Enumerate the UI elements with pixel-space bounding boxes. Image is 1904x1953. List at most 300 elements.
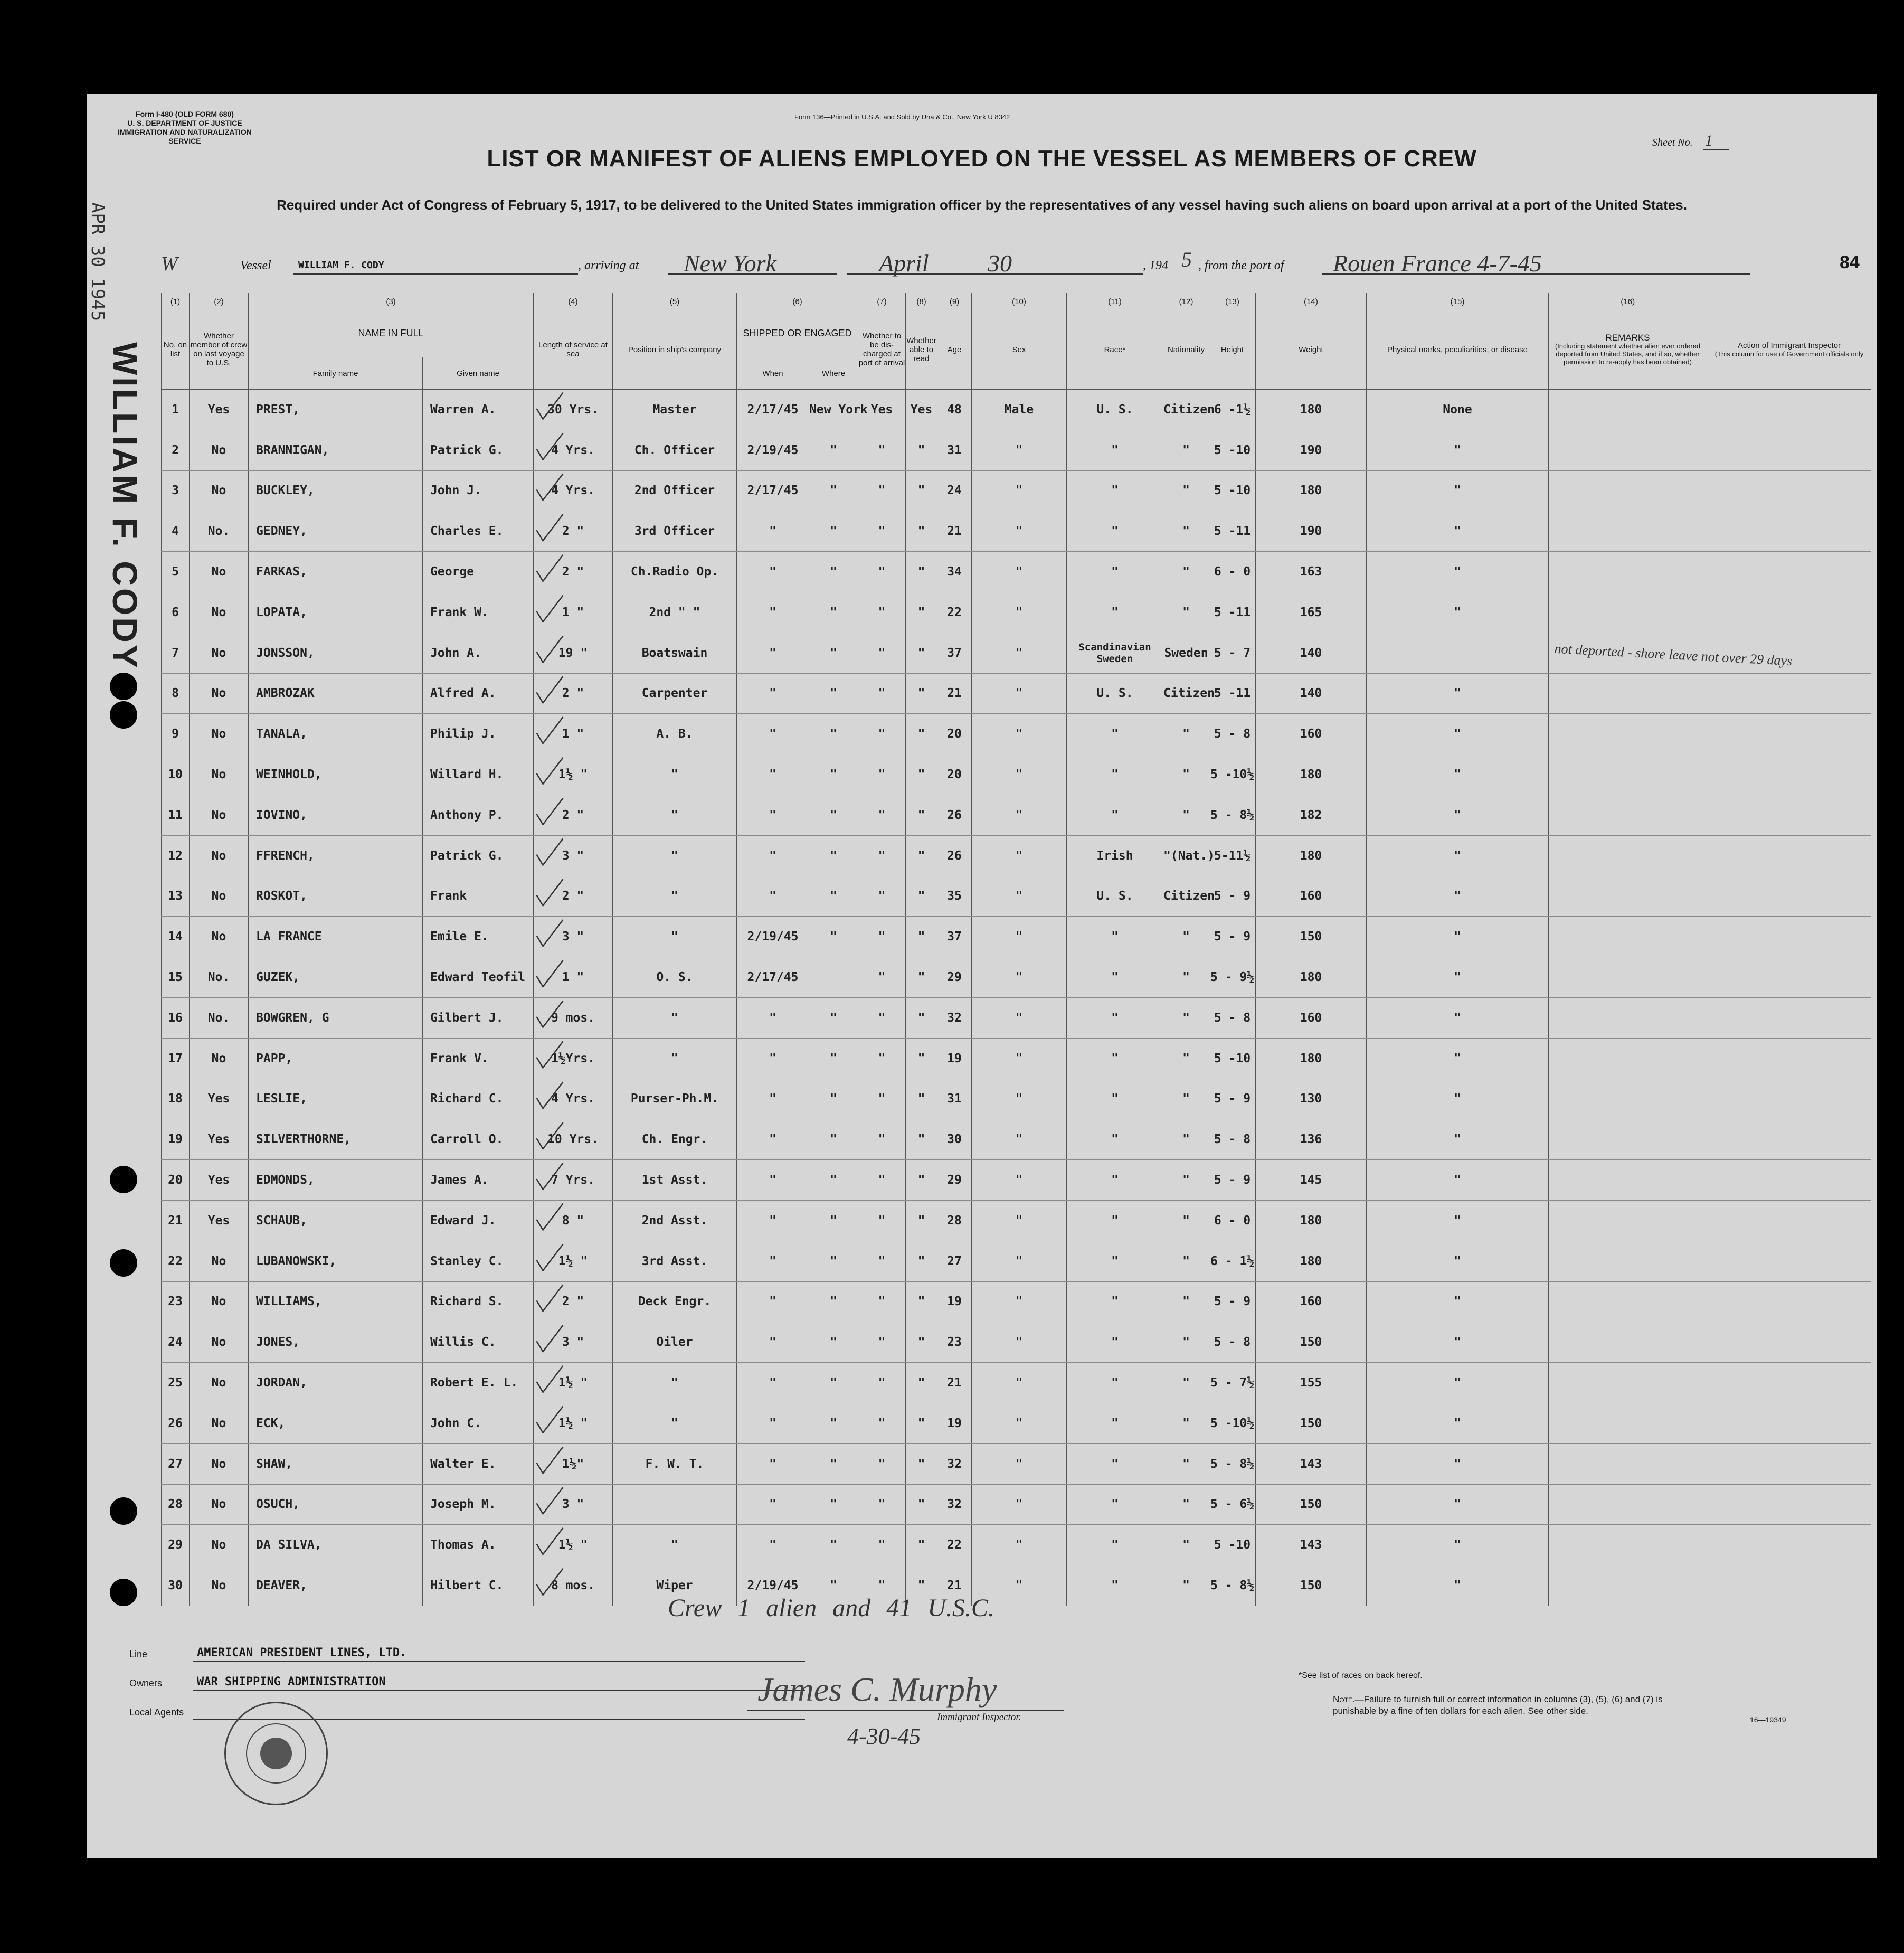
- cell-race: ": [1067, 1484, 1163, 1525]
- cell-position: Ch. Officer: [613, 430, 737, 470]
- cell-service-length: 4 Yrs.: [534, 470, 613, 511]
- cell-row-number: 24: [162, 1322, 190, 1363]
- cell-discharged: ": [858, 430, 906, 470]
- cell-position: 2nd " ": [613, 592, 737, 633]
- cell-family-name: EDMONDS,: [249, 1160, 423, 1201]
- cell-given-name: Gilbert J.: [423, 997, 534, 1038]
- cell-given-name: Edward Teofil: [423, 957, 534, 998]
- cell-service-length: 8 ": [534, 1200, 613, 1241]
- cell-last-voyage: No: [190, 795, 249, 835]
- cell-row-number: 28: [162, 1484, 190, 1525]
- check-mark-icon: [537, 433, 563, 460]
- cell-physical-marks: ": [1367, 917, 1549, 957]
- cell-family-name: BUCKLEY,: [249, 470, 423, 511]
- cell-service-length: 2 ": [534, 1281, 613, 1322]
- cell-family-name: JONES,: [249, 1322, 423, 1363]
- cell-nationality: ": [1163, 1079, 1209, 1119]
- cell-discharged: ": [858, 795, 906, 835]
- cell-last-voyage: No: [190, 1241, 249, 1281]
- consulate-seal-stamp: [224, 1702, 328, 1805]
- cell-shipped-when: ": [737, 1119, 809, 1160]
- cell-sex: ": [972, 1525, 1067, 1565]
- cell-discharged: ": [858, 1443, 906, 1484]
- cell-position: A. B.: [613, 714, 737, 754]
- cell-shipped-when: 2/17/45: [737, 957, 809, 998]
- cell-family-name: PREST,: [249, 390, 423, 430]
- cell-physical-marks: ": [1367, 1281, 1549, 1322]
- cell-row-number: 14: [162, 917, 190, 957]
- cell-row-number: 7: [162, 633, 190, 673]
- cell-race: ": [1067, 1241, 1163, 1281]
- cell-sex: ": [972, 673, 1067, 714]
- cell-given-name: Warren A.: [423, 390, 534, 430]
- arriving-port: New York: [684, 250, 776, 277]
- cell-given-name: Stanley C.: [423, 1241, 534, 1281]
- cell-age: 29: [937, 1160, 972, 1201]
- cell-given-name: Frank V.: [423, 1038, 534, 1079]
- cell-last-voyage: Yes: [190, 1119, 249, 1160]
- cell-shipped-where: ": [809, 430, 858, 470]
- cell-shipped-where: ": [809, 592, 858, 633]
- cell-race: Irish: [1067, 835, 1163, 876]
- cell-nationality: ": [1163, 917, 1209, 957]
- cell-family-name: GUZEK,: [249, 957, 423, 998]
- cell-sex: ": [972, 835, 1067, 876]
- header-nationality: Nationality: [1163, 310, 1209, 390]
- col-num-3: (3): [249, 293, 534, 310]
- punch-hole: [110, 701, 137, 729]
- cell-weight: 145: [1256, 1160, 1367, 1201]
- cell-height: 5 - 8½: [1209, 795, 1256, 835]
- cell-nationality: "(Nat.): [1163, 835, 1209, 876]
- header-remarks-title: REMARKS: [1605, 333, 1650, 343]
- cell-race: ": [1067, 1160, 1163, 1201]
- cell-position: 2nd Officer: [613, 470, 737, 511]
- cell-service-length: 1½Yrs.: [534, 1038, 613, 1079]
- cell-row-number: 18: [162, 1079, 190, 1119]
- cell-family-name: SILVERTHORNE,: [249, 1119, 423, 1160]
- cell-service-length: 19 ": [534, 633, 613, 673]
- cell-sex: ": [972, 430, 1067, 470]
- cell-shipped-where: ": [809, 1119, 858, 1160]
- cell-last-voyage: No: [190, 1565, 249, 1606]
- cell-able-to-read: ": [906, 795, 937, 835]
- cell-age: 19: [937, 1281, 972, 1322]
- cell-weight: 180: [1256, 754, 1367, 795]
- cell-row-number: 12: [162, 835, 190, 876]
- cell-race: ": [1067, 552, 1163, 592]
- cell-family-name: BOWGREN, G: [249, 997, 423, 1038]
- cell-family-name: DA SILVA,: [249, 1525, 423, 1565]
- cell-last-voyage: No: [190, 1525, 249, 1565]
- cell-age: 22: [937, 1525, 972, 1565]
- cell-race: ": [1067, 1119, 1163, 1160]
- cell-given-name: Patrick G.: [423, 835, 534, 876]
- cell-age: 21: [937, 511, 972, 552]
- col-num-12: (12): [1163, 293, 1209, 310]
- cell-weight: 155: [1256, 1363, 1367, 1403]
- cell-race: ": [1067, 511, 1163, 552]
- header-action-title: Action of Immigrant Inspector: [1737, 341, 1841, 350]
- cell-discharged: ": [858, 1241, 906, 1281]
- cell-nationality: ": [1163, 1565, 1209, 1606]
- cell-shipped-where: ": [809, 1160, 858, 1201]
- cell-last-voyage: No: [190, 835, 249, 876]
- cell-last-voyage: No: [190, 430, 249, 470]
- cell-sex: ": [972, 1322, 1067, 1363]
- cell-given-name: Willard H.: [423, 754, 534, 795]
- cell-shipped-when: ": [737, 1525, 809, 1565]
- cell-physical-marks: ": [1367, 1241, 1549, 1281]
- cell-shipped-when: 2/17/45: [737, 470, 809, 511]
- cell-shipped-when: ": [737, 1484, 809, 1525]
- cell-family-name: DEAVER,: [249, 1565, 423, 1606]
- cell-service-length: 1½": [534, 1443, 613, 1484]
- cell-position: ": [613, 1363, 737, 1403]
- cell-able-to-read: ": [906, 835, 937, 876]
- cell-nationality: Sweden: [1163, 633, 1209, 673]
- cell-family-name: FARKAS,: [249, 552, 423, 592]
- line-label: Line: [129, 1649, 148, 1659]
- cell-race: U. S.: [1067, 876, 1163, 917]
- cell-physical-marks: ": [1367, 1565, 1549, 1606]
- cell-race: ": [1067, 470, 1163, 511]
- cell-family-name: JONSSON,: [249, 633, 423, 673]
- header-discharged: Whether to be dis-charged at port of arrival: [858, 310, 906, 390]
- cell-height: 5 -11: [1209, 673, 1256, 714]
- cell-height: 5 - 9: [1209, 1079, 1256, 1119]
- col-num-2: (2): [190, 293, 249, 310]
- cell-able-to-read: ": [906, 997, 937, 1038]
- cell-height: 5 - 6½: [1209, 1484, 1256, 1525]
- cell-sex: ": [972, 754, 1067, 795]
- cell-shipped-when: ": [737, 754, 809, 795]
- cell-given-name: Thomas A.: [423, 1525, 534, 1565]
- cell-shipped-where: ": [809, 1200, 858, 1241]
- cell-age: 22: [937, 592, 972, 633]
- cell-sex: ": [972, 1443, 1067, 1484]
- cell-position: 3rd Asst.: [613, 1241, 737, 1281]
- col-num-16: (16): [1549, 293, 1707, 310]
- cell-physical-marks: ": [1367, 1403, 1549, 1443]
- cell-nationality: ": [1163, 430, 1209, 470]
- header-given-name: Given name: [423, 357, 534, 390]
- cell-discharged: ": [858, 470, 906, 511]
- cell-height: 5 - 8½: [1209, 1443, 1256, 1484]
- cell-age: 21: [937, 673, 972, 714]
- check-mark-icon: [537, 1285, 563, 1311]
- cell-race: ": [1067, 917, 1163, 957]
- col-num-8: (8): [906, 293, 937, 310]
- cell-age: 28: [937, 1200, 972, 1241]
- cell-remarks: not deported - shore leave not over 29 days: [1548, 628, 1708, 677]
- cell-shipped-where: ": [809, 1443, 858, 1484]
- cell-able-to-read: ": [906, 1363, 937, 1403]
- cell-family-name: SHAW,: [249, 1443, 423, 1484]
- check-mark-icon: [537, 1366, 563, 1392]
- cell-race: U. S.: [1067, 390, 1163, 430]
- cell-physical-marks: ": [1367, 795, 1549, 835]
- header-sex: Sex: [972, 310, 1067, 390]
- cell-weight: 180: [1256, 1241, 1367, 1281]
- cell-race: ": [1067, 430, 1163, 470]
- cell-race: ": [1067, 1403, 1163, 1443]
- eagle-seal-icon: [260, 1738, 292, 1769]
- cell-service-length: 2 ": [534, 795, 613, 835]
- cell-shipped-when: ": [737, 1322, 809, 1363]
- cell-physical-marks: ": [1367, 754, 1549, 795]
- cell-discharged: ": [858, 511, 906, 552]
- cell-position: ": [613, 1403, 737, 1443]
- cell-given-name: Robert E. L.: [423, 1363, 534, 1403]
- cell-family-name: OSUCH,: [249, 1484, 423, 1525]
- page-title: LIST OR MANIFEST OF ALIENS EMPLOYED ON THE VESSEL AS MEMBERS OF CREW: [487, 146, 1477, 172]
- cell-row-number: 8: [162, 673, 190, 714]
- cell-race: ": [1067, 1200, 1163, 1241]
- cell-height: 5 - 9: [1209, 1281, 1256, 1322]
- cell-row-number: 15: [162, 957, 190, 998]
- cell-physical-marks: ": [1367, 1079, 1549, 1119]
- header-remarks-sub: (Including statement whether alien ever ordered deported from United States, and if so, whether permission to re-apply has been obtained): [1555, 342, 1701, 366]
- cell-sex: Male: [972, 390, 1067, 430]
- sheet-label: Sheet No.: [1652, 137, 1693, 148]
- cell-nationality: ": [1163, 1200, 1209, 1241]
- col-num-13: (13): [1209, 293, 1256, 310]
- cell-sex: ": [972, 997, 1067, 1038]
- cell-discharged: ": [858, 1281, 906, 1322]
- cell-sex: ": [972, 1200, 1067, 1241]
- cell-service-length: 3 ": [534, 835, 613, 876]
- cell-shipped-where: ": [809, 876, 858, 917]
- header-family-name: Family name: [249, 357, 423, 390]
- check-mark-icon: [537, 555, 563, 581]
- cell-row-number: 2: [162, 430, 190, 470]
- cell-row-number: 1: [162, 390, 190, 430]
- cell-able-to-read: ": [906, 470, 937, 511]
- cell-row-number: 27: [162, 1443, 190, 1484]
- cell-service-length: 1½ ": [534, 1363, 613, 1403]
- form-id-line-1: Form I-480 (OLD FORM 680): [136, 110, 234, 118]
- cell-family-name: WILLIAMS,: [249, 1281, 423, 1322]
- header-physical-marks: Physical marks, peculiarities, or disease: [1367, 310, 1549, 390]
- cell-shipped-where: ": [809, 1281, 858, 1322]
- cell-discharged: ": [858, 633, 906, 673]
- cell-height: 5 -10½: [1209, 1403, 1256, 1443]
- check-mark-icon: [537, 1487, 563, 1514]
- header-shipped-engaged: SHIPPED OR ENGAGED: [737, 310, 858, 357]
- cell-row-number: 29: [162, 1525, 190, 1565]
- cell-weight: 190: [1256, 430, 1367, 470]
- cell-shipped-when: ": [737, 1079, 809, 1119]
- col-num-15: (15): [1367, 293, 1549, 310]
- cell-weight: 160: [1256, 876, 1367, 917]
- cell-position: ": [613, 1525, 737, 1565]
- cell-nationality: ": [1163, 997, 1209, 1038]
- side-vessel-name: WILLIAM F. CODY: [106, 342, 145, 670]
- cell-row-number: 11: [162, 795, 190, 835]
- cell-position: Carpenter: [613, 673, 737, 714]
- cell-last-voyage: Yes: [190, 1200, 249, 1241]
- cell-physical-marks: None: [1367, 390, 1549, 430]
- cell-able-to-read: ": [906, 1484, 937, 1525]
- check-mark-icon: [537, 920, 563, 946]
- cell-physical-marks: ": [1367, 511, 1549, 552]
- col-num-10: (10): [972, 293, 1067, 310]
- cell-able-to-read: ": [906, 1200, 937, 1241]
- cell-shipped-when: ": [737, 1281, 809, 1322]
- cell-sex: ": [972, 795, 1067, 835]
- cell-shipped-when: ": [737, 1038, 809, 1079]
- cell-able-to-read: ": [906, 430, 937, 470]
- check-mark-icon: [537, 636, 563, 663]
- cell-able-to-read: ": [906, 633, 937, 673]
- cell-physical-marks: ": [1367, 1038, 1549, 1079]
- cell-age: 19: [937, 1403, 972, 1443]
- cell-service-length: 1 ": [534, 592, 613, 633]
- cell-shipped-where: ": [809, 633, 858, 673]
- cell-sex: ": [972, 1160, 1067, 1201]
- cell-age: 20: [937, 714, 972, 754]
- cell-race: ": [1067, 1525, 1163, 1565]
- cell-shipped-where: ": [809, 1079, 858, 1119]
- cell-discharged: ": [858, 1079, 906, 1119]
- cell-physical-marks: ": [1367, 1443, 1549, 1484]
- cell-service-length: 2 ": [534, 673, 613, 714]
- cell-sex: ": [972, 876, 1067, 917]
- cell-sex: ": [972, 1403, 1067, 1443]
- cell-last-voyage: No: [190, 714, 249, 754]
- cell-able-to-read: ": [906, 1443, 937, 1484]
- cell-last-voyage: No: [190, 1403, 249, 1443]
- cell-last-voyage: No: [190, 876, 249, 917]
- cell-shipped-where: ": [809, 997, 858, 1038]
- cell-physical-marks: ": [1367, 552, 1549, 592]
- cell-weight: 150: [1256, 917, 1367, 957]
- punch-hole: [110, 1249, 137, 1277]
- cell-shipped-when: 2/19/45: [737, 1565, 809, 1606]
- cell-shipped-when: ": [737, 673, 809, 714]
- check-mark-icon: [537, 1122, 563, 1149]
- cell-service-length: 8 mos.: [534, 1565, 613, 1606]
- note-label: Note.: [1333, 1694, 1355, 1704]
- header-able-to-read: Whether able to read: [906, 310, 937, 390]
- cell-shipped-when: ": [737, 1241, 809, 1281]
- cell-shipped-where: ": [809, 1403, 858, 1443]
- cell-weight: 190: [1256, 511, 1367, 552]
- cell-position: ": [613, 795, 737, 835]
- cell-physical-marks: ": [1367, 592, 1549, 633]
- cell-height: 5 - 8: [1209, 1322, 1256, 1363]
- cell-family-name: BRANNIGAN,: [249, 430, 423, 470]
- cell-nationality: ": [1163, 1525, 1209, 1565]
- form-code: 16—19349: [1750, 1715, 1786, 1724]
- cell-shipped-where: ": [809, 470, 858, 511]
- cell-row-number: 13: [162, 876, 190, 917]
- header-action-sub: (This column for use of Government officials only: [1714, 350, 1864, 358]
- cell-last-voyage: No: [190, 673, 249, 714]
- cell-given-name: Walter E.: [423, 1443, 534, 1484]
- cell-nationality: ": [1163, 552, 1209, 592]
- cell-age: 27: [937, 1241, 972, 1281]
- cell-family-name: GEDNEY,: [249, 511, 423, 552]
- cell-row-number: 17: [162, 1038, 190, 1079]
- page-subtitle: Required under Act of Congress of February 5, 1917, to be delivered to the United States immigration officer by the representatives of any vessel having such aliens on board upon arrival at a port of the United States.: [277, 197, 1687, 213]
- cell-last-voyage: No: [190, 552, 249, 592]
- cell-shipped-where: ": [809, 754, 858, 795]
- cell-race: Scandinavian Sweden: [1067, 633, 1163, 673]
- cell-service-length: 4 Yrs.: [534, 430, 613, 470]
- cell-row-number: 10: [162, 754, 190, 795]
- cell-given-name: Anthony P.: [423, 795, 534, 835]
- cell-row-number: 5: [162, 552, 190, 592]
- cell-shipped-where: New York: [809, 390, 858, 430]
- cell-discharged: ": [858, 1119, 906, 1160]
- cell-given-name: Edward J.: [423, 1200, 534, 1241]
- cell-nationality: ": [1163, 754, 1209, 795]
- check-mark-icon: [537, 1082, 563, 1108]
- cell-weight: 136: [1256, 1119, 1367, 1160]
- cell-height: 5 - 8: [1209, 1119, 1256, 1160]
- cell-row-number: 3: [162, 470, 190, 511]
- cell-height: 6 -1½: [1209, 390, 1256, 430]
- cell-weight: 180: [1256, 1200, 1367, 1241]
- cell-weight: 180: [1256, 390, 1367, 430]
- cell-nationality: ": [1163, 511, 1209, 552]
- cell-race: ": [1067, 1565, 1163, 1606]
- cell-shipped-where: ": [809, 835, 858, 876]
- cell-able-to-read: ": [906, 1160, 937, 1201]
- check-mark-icon: [537, 1204, 563, 1230]
- cell-shipped-where: ": [809, 714, 858, 754]
- cell-nationality: ": [1163, 1363, 1209, 1403]
- cell-shipped-when: ": [737, 1160, 809, 1201]
- cell-discharged: Yes: [858, 390, 906, 430]
- cell-family-name: LOPATA,: [249, 592, 423, 633]
- cell-family-name: LA FRANCE: [249, 917, 423, 957]
- cell-physical-marks: ": [1367, 835, 1549, 876]
- check-mark-icon: [537, 1244, 563, 1270]
- vessel-name: WILLIAM F. CODY: [298, 260, 384, 271]
- cell-physical-marks: ": [1367, 470, 1549, 511]
- cell-nationality: ": [1163, 1443, 1209, 1484]
- from-label: , from the port of: [1198, 259, 1284, 272]
- cell-sex: ": [972, 1079, 1067, 1119]
- cell-family-name: SCHAUB,: [249, 1200, 423, 1241]
- cell-weight: 130: [1256, 1079, 1367, 1119]
- cell-shipped-where: ": [809, 1038, 858, 1079]
- cell-weight: 165: [1256, 592, 1367, 633]
- cell-age: 26: [937, 795, 972, 835]
- cell-service-length: 10 Yrs.: [534, 1119, 613, 1160]
- cell-discharged: ": [858, 1525, 906, 1565]
- cell-shipped-when: ": [737, 835, 809, 876]
- cell-shipped-where: ": [809, 1322, 858, 1363]
- cell-row-number: 21: [162, 1200, 190, 1241]
- cell-able-to-read: ": [906, 1079, 937, 1119]
- cell-given-name: Frank W.: [423, 592, 534, 633]
- cell-service-length: 3 ": [534, 917, 613, 957]
- cell-last-voyage: No.: [190, 957, 249, 998]
- col-num-6: (6): [737, 293, 858, 310]
- cell-given-name: Frank: [423, 876, 534, 917]
- cell-family-name: AMBROZAK: [249, 673, 423, 714]
- cell-weight: 180: [1256, 835, 1367, 876]
- cell-last-voyage: No: [190, 917, 249, 957]
- cell-service-length: 1½ ": [534, 754, 613, 795]
- cell-physical-marks: ": [1367, 714, 1549, 754]
- cell-position: Ch. Engr.: [613, 1119, 737, 1160]
- cell-position: ": [613, 835, 737, 876]
